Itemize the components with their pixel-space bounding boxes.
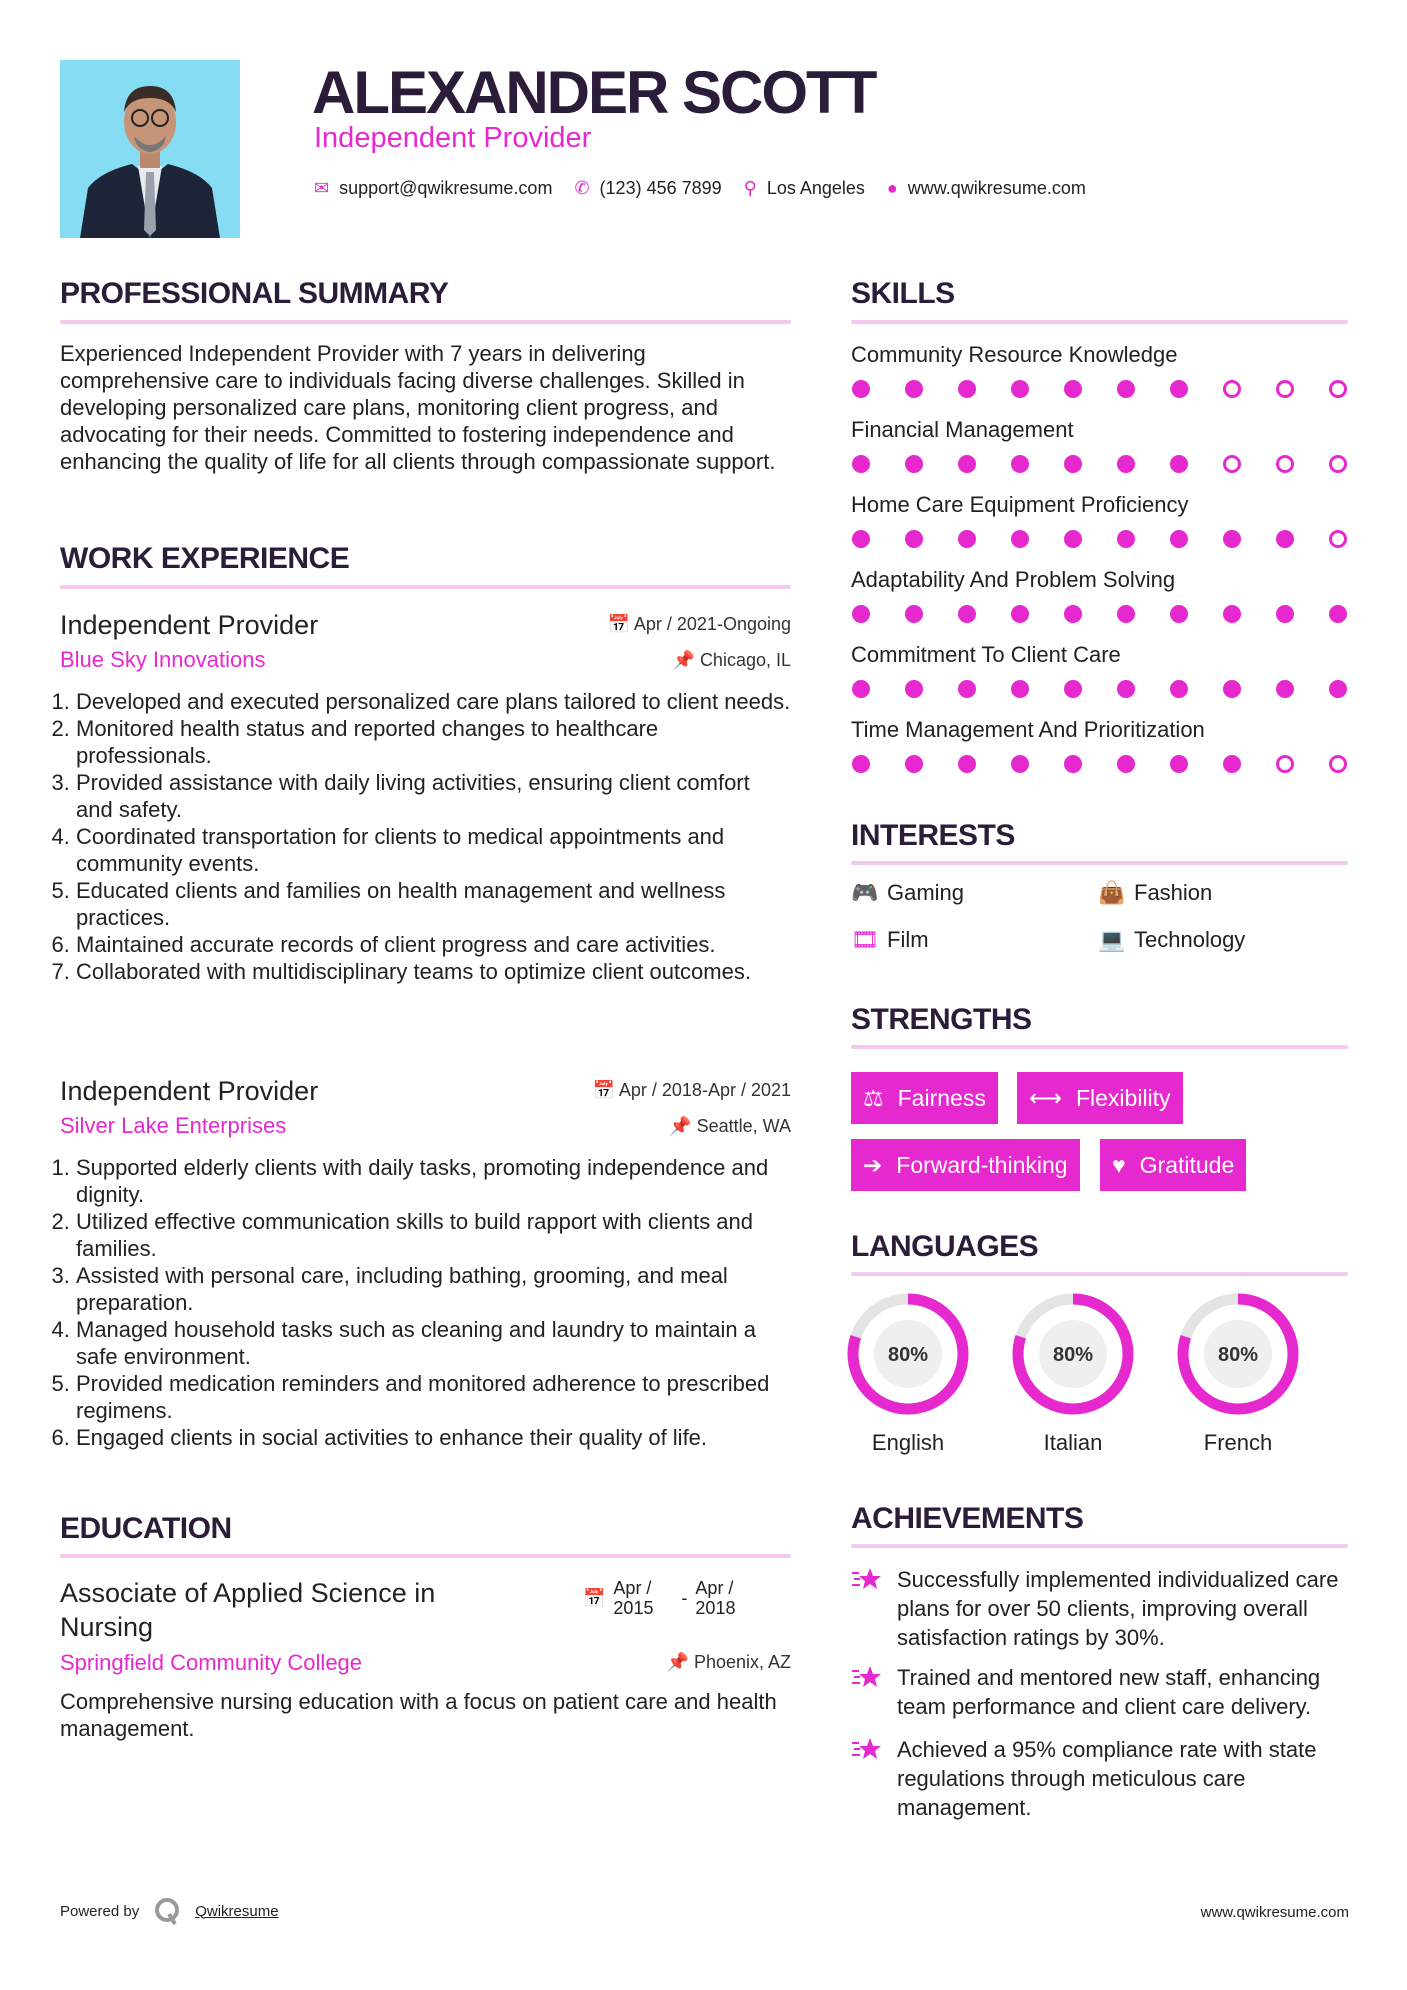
skills-heading: SKILLS: [851, 277, 955, 310]
rating-dot-filled: [1011, 680, 1029, 698]
list-item: 3. Provided assistance with daily living activities, ensuring client comfort and safety.: [76, 769, 791, 823]
rating-dot-filled: [1011, 530, 1029, 548]
language-ring: [846, 1292, 970, 1416]
phone-text: (123) 456 7899: [599, 178, 722, 198]
list-item: 1. Supported elderly clients with daily tasks, promoting independence and dignity.: [76, 1154, 791, 1208]
job-location-text: Seattle, WA: [696, 1116, 791, 1136]
rating-dot-filled: [1064, 530, 1082, 548]
star-icon: [851, 1735, 881, 1822]
strength-name: Gratitude: [1139, 1151, 1235, 1178]
company-name: Silver Lake Enterprises: [60, 1113, 287, 1138]
skill-name: Commitment To Client Care: [851, 642, 1121, 667]
candidate-name: ALEXANDER SCOTT: [312, 59, 876, 126]
email-link[interactable]: support@qwikresume.com: [339, 178, 553, 198]
rating-dot-empty: [1329, 455, 1347, 473]
rating-dot-filled: [1117, 755, 1135, 773]
candidate-title: Independent Provider: [314, 122, 592, 154]
rating-dot-filled: [958, 455, 976, 473]
achievement-item: [851, 1663, 1348, 1721]
strengths-list: [851, 1072, 1348, 1192]
list-item: 5. Educated clients and families on health management and wellness practices.: [76, 877, 791, 931]
map-pin-icon: ⚲: [743, 178, 757, 198]
experience-heading: WORK EXPERIENCE: [60, 542, 350, 575]
rating-dot-filled: [852, 380, 870, 398]
skill-rating: [851, 530, 1348, 548]
rating-dot-empty: [1329, 755, 1347, 773]
achievement-text: Successfully implemented individualized care plans for over 50 clients, improving overall satisfaction ratings by 30%.: [897, 1567, 1339, 1650]
language-name: Italian: [1043, 1430, 1103, 1455]
skill-item: [851, 717, 1348, 773]
list-item: 2. Utilized effective communication skills to build rapport with clients and families.: [76, 1208, 791, 1262]
strength-badge: [851, 1072, 998, 1124]
strength-name: Forward-thinking: [896, 1151, 1068, 1178]
list-item: 3. Assisted with personal care, including bathing, grooming, and meal preparation.: [76, 1262, 791, 1316]
section-divider: [60, 1554, 791, 1558]
education-end: Apr / 2018: [695, 1578, 736, 1618]
rating-dot-filled: [852, 680, 870, 698]
rating-dot-empty: [1276, 380, 1294, 398]
rating-dot-filled: [958, 605, 976, 623]
rating-dot-filled: [1276, 530, 1294, 548]
rating-dot-empty: [1329, 530, 1347, 548]
skill-item: [851, 492, 1348, 548]
job-date-text: Apr / 2021-Ongoing: [633, 614, 791, 634]
calendar-icon: 📅: [607, 614, 634, 634]
location-text: Los Angeles: [766, 178, 865, 198]
job-date-text: Apr / 2018-Apr / 2021: [618, 1080, 791, 1100]
job-date: [592, 1080, 791, 1101]
education-dates: 📅 Apr / 2015 - Apr / 2018: [583, 1578, 745, 1618]
rating-dot-filled: [905, 605, 923, 623]
pin-icon: 📌: [666, 1652, 694, 1672]
interest-item: [1098, 927, 1245, 953]
list-item: 4. Managed household tasks such as cleaning and laundry to maintain a safe environment.: [76, 1316, 791, 1370]
rating-dot-filled: [958, 380, 976, 398]
interests-list: [851, 880, 1348, 970]
rating-dot-filled: [1117, 455, 1135, 473]
interest-name: Film: [887, 927, 929, 952]
language-name: English: [871, 1430, 945, 1455]
rating-dot-filled: [1064, 605, 1082, 623]
section-divider: [851, 320, 1348, 324]
rating-dot-filled: [1276, 605, 1294, 623]
skill-rating: [851, 680, 1348, 698]
education-location-text: Phoenix, AZ: [693, 1652, 791, 1672]
globe-icon: ●: [886, 178, 898, 198]
skill-item: [851, 567, 1348, 623]
pin-icon: 📌: [669, 1116, 697, 1136]
rating-dot-filled: [1329, 680, 1347, 698]
rating-dot-filled: [1117, 680, 1135, 698]
job-date: [607, 614, 791, 635]
job-title: Independent Provider: [60, 1076, 319, 1106]
rating-dot-empty: [1223, 380, 1241, 398]
rating-dot-filled: [1064, 680, 1082, 698]
achievement-text: Achieved a 95% compliance rate with state regulations through meticulous care management.: [897, 1737, 1317, 1820]
strength-name: Fairness: [897, 1084, 986, 1111]
rating-dot-empty: [1223, 455, 1241, 473]
star-icon: [851, 1565, 881, 1652]
envelope-icon: ✉: [314, 178, 330, 198]
rating-dot-filled: [1011, 380, 1029, 398]
strength-badge: [1017, 1072, 1183, 1124]
phone-icon: ✆: [574, 178, 590, 198]
job-location: [669, 1116, 791, 1137]
achievements-heading: ACHIEVEMENTS: [851, 1502, 1084, 1535]
skills-list: [851, 342, 1348, 792]
skill-item: [851, 342, 1348, 398]
list-item: 7. Collaborated with multidisciplinary teams to optimize client outcomes.: [76, 958, 791, 985]
rating-dot-filled: [1117, 605, 1135, 623]
rating-dot-filled: [1170, 605, 1188, 623]
rating-dot-filled: [1329, 605, 1347, 623]
language-item: [1173, 1292, 1303, 1456]
rating-dot-filled: [1170, 380, 1188, 398]
skill-name: Financial Management: [851, 417, 1074, 442]
achievement-text: Trained and mentored new staff, enhancing team performance and client care delivery.: [897, 1665, 1321, 1719]
rating-dot-filled: [1064, 755, 1082, 773]
section-divider: [851, 1544, 1348, 1548]
section-divider: [851, 1045, 1348, 1049]
gamepad-icon: 🎮: [851, 880, 879, 905]
rating-dot-filled: [852, 455, 870, 473]
list-item: 6. Engaged clients in social activities to enhance their quality of life.: [76, 1424, 791, 1451]
job-location-text: Chicago, IL: [699, 650, 791, 670]
rating-dot-filled: [1011, 755, 1029, 773]
powered-by-text: Powered by: [60, 1902, 140, 1920]
job-location: [673, 650, 791, 671]
footer-brand: [60, 1896, 279, 1926]
summary-text: Experienced Independent Provider with 7 years in delivering comprehensive care to individuals facing diverse challenges. Skilled in developing personalized care plans, monitoring client progress, and advocating for their needs. Committed to fostering independence and enhancing the quality of life for all clients through compassionate support.: [60, 341, 776, 474]
list-item: 2. Monitored health status and reported changes to healthcare professionals.: [76, 715, 791, 769]
skill-name: Community Resource Knowledge: [851, 342, 1178, 367]
rating-dot-filled: [1223, 755, 1241, 773]
skill-name: Home Care Equipment Proficiency: [851, 492, 1189, 517]
footer-website[interactable]: www.qwikresume.com: [1200, 1904, 1349, 1921]
skill-rating: [851, 605, 1348, 623]
interest-name: Technology: [1134, 927, 1246, 952]
rating-dot-filled: [1223, 605, 1241, 623]
rating-dot-filled: [1064, 455, 1082, 473]
section-divider: [60, 585, 791, 589]
balance-scale-icon: ⚖: [863, 1084, 884, 1111]
strength-name: Flexibility: [1075, 1084, 1171, 1111]
rating-dot-filled: [1117, 530, 1135, 548]
degree-title: Associate of Applied Science in Nursing: [60, 1578, 436, 1642]
list-item: 5. Provided medication reminders and monitored adherence to prescribed regimens.: [76, 1370, 791, 1424]
section-divider: [851, 1272, 1348, 1276]
rating-dot-filled: [958, 680, 976, 698]
skill-item: [851, 417, 1348, 473]
language-item: [1008, 1292, 1138, 1456]
language-ring: [1011, 1292, 1135, 1416]
rating-dot-filled: [905, 680, 923, 698]
rating-dot-filled: [1117, 380, 1135, 398]
profile-photo: [60, 60, 240, 238]
skill-rating: [851, 755, 1348, 773]
list-item: 4. Coordinated transportation for clients to medical appointments and community events.: [76, 823, 791, 877]
interest-item: [851, 927, 929, 953]
rating-dot-filled: [1170, 530, 1188, 548]
rating-dot-filled: [905, 530, 923, 548]
rating-dot-filled: [1170, 455, 1188, 473]
interest-item: [851, 880, 964, 906]
rating-dot-filled: [1223, 680, 1241, 698]
rating-dot-filled: [958, 530, 976, 548]
skill-name: Time Management And Prioritization: [851, 717, 1205, 742]
company-name: Blue Sky Innovations: [60, 647, 266, 672]
arrow-right-icon: ➔: [863, 1151, 883, 1178]
language-item: [843, 1292, 973, 1456]
heart-icon: ♥: [1112, 1151, 1126, 1178]
contact-bar: [314, 178, 1086, 199]
star-icon: [851, 1663, 881, 1721]
pin-icon: 📌: [672, 650, 700, 670]
achievements-list: [851, 1565, 1348, 1835]
list-item: 1. Developed and executed personalized care plans tailored to client needs.: [76, 688, 791, 715]
rating-dot-filled: [852, 605, 870, 623]
rating-dot-empty: [1329, 380, 1347, 398]
qwikresume-logo-icon: [153, 1896, 181, 1926]
section-divider: [60, 320, 791, 324]
languages-heading: LANGUAGES: [851, 1230, 1039, 1263]
rating-dot-filled: [1011, 605, 1029, 623]
achievement-item: [851, 1565, 1348, 1652]
job-responsibilities: [58, 688, 791, 985]
rating-dot-filled: [1011, 455, 1029, 473]
arrows-horizontal-icon: ⟷: [1029, 1084, 1062, 1111]
skill-rating: [851, 455, 1348, 473]
school-name: Springfield Community College: [60, 1650, 363, 1675]
calendar-icon: 📅: [583, 1588, 606, 1608]
interest-item: [1098, 880, 1212, 906]
skill-item: [851, 642, 1348, 698]
film-icon: 🎞: [851, 927, 879, 952]
skill-rating: [851, 380, 1348, 398]
language-percent: 80%: [1217, 1344, 1259, 1366]
rating-dot-empty: [1276, 755, 1294, 773]
rating-dot-empty: [1276, 455, 1294, 473]
languages-list: [851, 1292, 1348, 1462]
education-location: [667, 1652, 791, 1673]
qwikresume-link[interactable]: Qwikresume: [195, 1902, 279, 1920]
calendar-icon: 📅: [592, 1080, 619, 1100]
strengths-heading: STRENGTHS: [851, 1003, 1032, 1036]
strength-badge: [851, 1139, 1080, 1191]
job-title: Independent Provider: [60, 610, 319, 640]
interest-name: Gaming: [887, 880, 965, 905]
rating-dot-filled: [1170, 680, 1188, 698]
education-start: Apr / 2015: [613, 1578, 654, 1618]
education-description: Comprehensive nursing education with a focus on patient care and health management.: [60, 1689, 777, 1741]
rating-dot-filled: [905, 455, 923, 473]
achievement-item: [851, 1735, 1348, 1822]
job-responsibilities: [58, 1154, 791, 1451]
laptop-icon: 💻: [1098, 927, 1126, 952]
rating-dot-filled: [958, 755, 976, 773]
website-link[interactable]: www.qwikresume.com: [907, 178, 1086, 198]
skill-name: Adaptability And Problem Solving: [851, 567, 1176, 592]
language-percent: 80%: [1052, 1344, 1094, 1366]
list-item: 6. Maintained accurate records of client progress and care activities.: [76, 931, 791, 958]
interest-name: Fashion: [1134, 880, 1213, 905]
language-percent: 80%: [887, 1344, 929, 1366]
rating-dot-filled: [1276, 680, 1294, 698]
rating-dot-filled: [852, 530, 870, 548]
rating-dot-filled: [905, 380, 923, 398]
shopping-bag-icon: 👜: [1098, 880, 1126, 905]
rating-dot-filled: [1223, 530, 1241, 548]
summary-heading: PROFESSIONAL SUMMARY: [60, 277, 449, 310]
rating-dot-filled: [852, 755, 870, 773]
language-name: French: [1203, 1430, 1273, 1455]
strength-badge: [1100, 1139, 1246, 1191]
section-divider: [851, 861, 1348, 865]
interests-heading: INTERESTS: [851, 819, 1015, 852]
rating-dot-filled: [905, 755, 923, 773]
rating-dot-filled: [1170, 755, 1188, 773]
language-ring: [1176, 1292, 1300, 1416]
education-heading: EDUCATION: [60, 1512, 232, 1545]
rating-dot-filled: [1064, 380, 1082, 398]
